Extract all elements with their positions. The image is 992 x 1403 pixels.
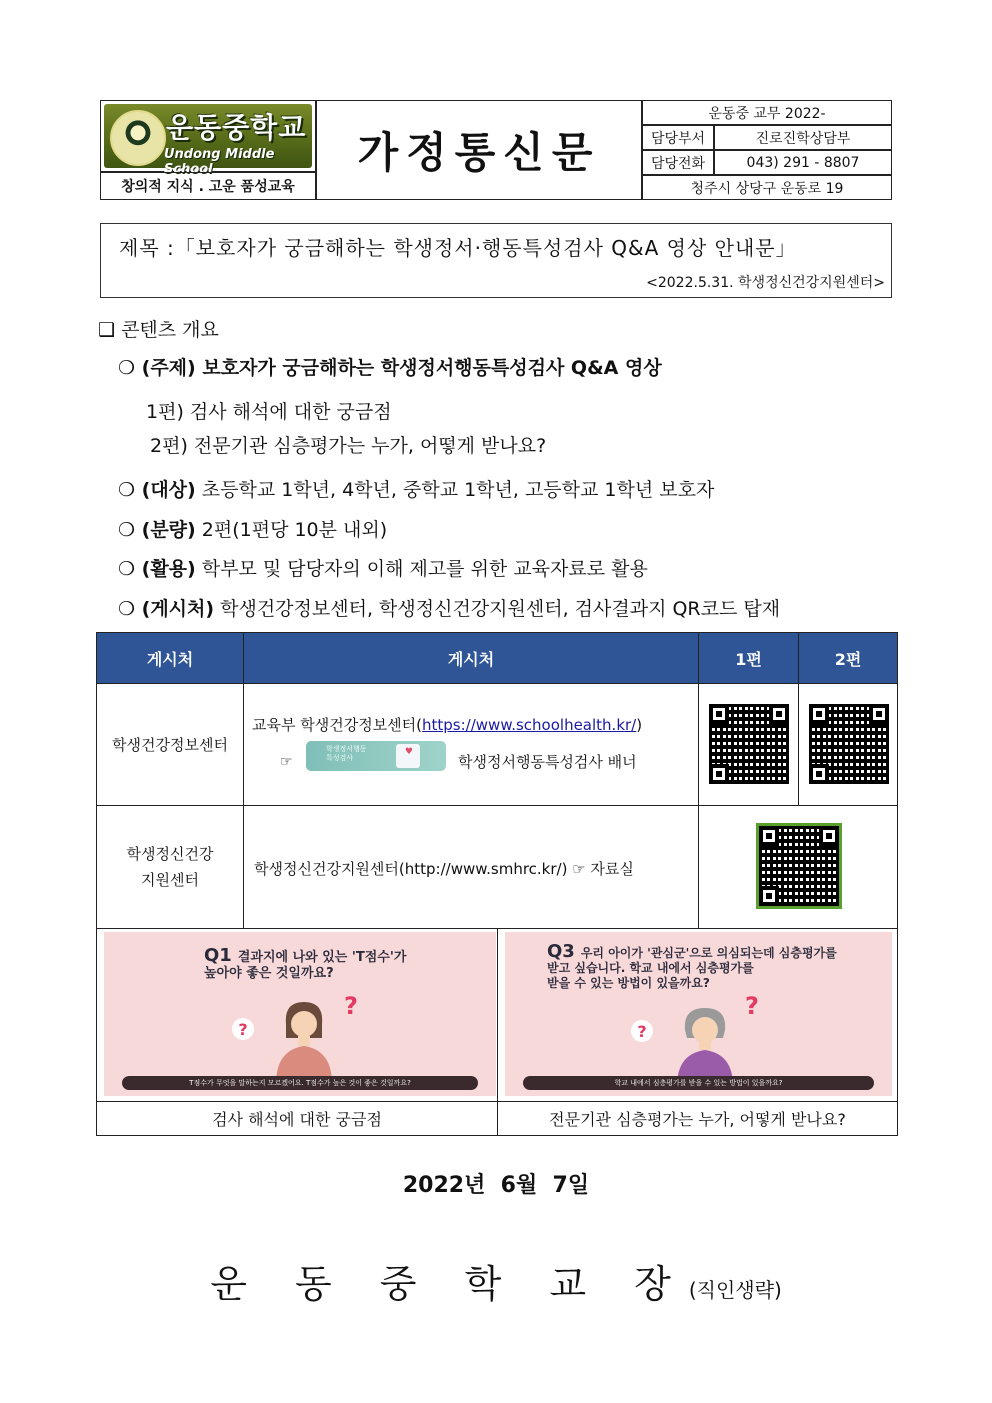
qr-finder (759, 886, 779, 906)
qr-code-part1-icon[interactable] (709, 704, 789, 784)
document-title: 가정통신문 (316, 100, 642, 200)
document-number: 운동중 교무 2022- (642, 100, 892, 125)
banner-text: 학생정서행동 특성검사 (326, 745, 367, 762)
video1-question (204, 945, 407, 982)
row2-text: 학생정신건강지원센터(http://www.smhrc.kr/) ☞ 자료실 (254, 860, 634, 878)
row2-qr-cell (698, 805, 898, 929)
subject-source: <2022.5.31. 학생정신건강지원센터> (646, 275, 885, 291)
assessment-banner[interactable] (306, 741, 446, 771)
schoolhealth-link[interactable]: https://www.schoolhealth.kr/ (422, 716, 637, 734)
qr-finder (709, 764, 729, 784)
dept-value: 진로진학상담부 (714, 125, 892, 150)
video2-question (547, 941, 837, 991)
logo-school-name: 운동중학교 (166, 111, 307, 144)
video1-thumbnail[interactable] (104, 932, 496, 1096)
overview-use (118, 554, 648, 581)
qr-finder (709, 704, 729, 724)
row1-prefix: 교육부 학생건강정보센터( (252, 716, 423, 734)
qr-finder (759, 826, 779, 846)
seal-note: (직인생략) (688, 1278, 782, 1302)
post-label: ❍ (게시처) (118, 598, 215, 620)
video1-q-number: Q1 (204, 945, 232, 966)
row1-suffix: ) (636, 716, 643, 734)
video1-q-text: 결과지에 나와 있는 'T점수'가 높아야 좋은 것일까요? (204, 950, 407, 981)
topic-part1: 1편) 검사 해석에 대한 궁금점 (146, 401, 392, 423)
topic-label: ❍ (주제) (118, 357, 196, 379)
qr-code-part2-icon[interactable] (809, 704, 889, 784)
table-header-site: 게시처 (96, 632, 244, 684)
question-mark-icon: ? (745, 992, 759, 1020)
school-logo (100, 100, 316, 177)
qr-finder (769, 704, 789, 724)
post-text: 학생건강정보센터, 학생정신건강지원센터, 검사결과지 QR코드 탑재 (214, 598, 781, 620)
school-emblem-icon (110, 110, 166, 166)
phone-value: 043) 291 - 8807 (714, 150, 892, 175)
overview-heading: ❑ 콘텐츠 개요 (98, 319, 219, 341)
amount-text: 2편(1편당 10분 내외) (195, 519, 388, 541)
video2-footer: 학교 내에서 심층평가를 받을 수 있는 방법이 있을까요? (523, 1076, 874, 1090)
row1-site-name: 학생건강정보센터 (96, 683, 244, 806)
use-label: ❍ (활용) (118, 558, 196, 580)
topic-part2: 2편) 전문기관 심층평가는 누가, 어떻게 받나요? (150, 435, 547, 457)
use-text: 학부모 및 담당자의 이해 제고를 위한 교육자료로 활용 (195, 558, 648, 580)
overview-target (118, 475, 714, 502)
qr-finder (819, 826, 839, 846)
table-header-part1: 1편 (698, 632, 799, 684)
woman-thinking-icon (264, 994, 344, 1084)
subject-box (100, 223, 892, 298)
video2-q-number: Q3 (547, 941, 575, 962)
row1-qr-part1-cell (698, 683, 799, 806)
target-label: ❍ (대상) (118, 479, 196, 501)
row1-line1 (252, 714, 642, 735)
issue-date: 2022년 6월 7일 (402, 1173, 590, 1198)
video1-footer: T점수가 무엇을 말하는지 모르겠어요. T점수가 높은 것이 좋은 것일까요? (122, 1076, 478, 1090)
qr-code-smhrc-icon[interactable] (759, 826, 839, 906)
row2-location-cell (243, 805, 699, 929)
overview-topic (118, 353, 662, 380)
topic-text: 보호자가 궁금해하는 학생정서행동특성검사 Q&A 영상 (195, 357, 662, 379)
logo-school-name-en: Undong Middle School (164, 147, 275, 177)
table-header-part2: 2편 (798, 632, 898, 684)
question-mark-icon: ? (232, 1018, 254, 1040)
table-header-location: 게시처 (243, 632, 699, 684)
row1-qr-part2-cell (798, 683, 898, 806)
overview-post (118, 594, 780, 621)
heart-icon: ♥ (404, 747, 413, 757)
row2-name-line1: 학생정신건강 (126, 845, 214, 863)
video1-caption: 검사 해석에 대한 궁금점 (96, 1101, 498, 1136)
question-mark-icon: ? (631, 1020, 653, 1042)
video2-q-text: 우리 아이가 '관심군'으로 의심되는데 심층평가를 받고 싶습니다. 학교 내에서 심층평가를 받을 수 있는 방법이 있을까요? (547, 946, 837, 990)
dept-label: 담당부서 (642, 125, 714, 150)
banner-label: 학생정서행동특성검사 배너 (458, 753, 637, 771)
row2-name-line2: 지원센터 (141, 871, 199, 889)
amount-label: ❍ (분량) (118, 519, 196, 541)
video2-caption: 전문기관 심층평가는 누가, 어떻게 받나요? (497, 1101, 898, 1136)
subject-title: 제목 :「보호자가 궁금해하는 학생정서·행동특성검사 Q&A 영상 안내문」 (119, 236, 797, 260)
qr-finder (869, 704, 889, 724)
target-text: 초등학교 1학년, 4학년, 중학교 1학년, 고등학교 1학년 보호자 (195, 479, 715, 501)
qr-finder (809, 764, 829, 784)
school-address: 청주시 상당구 운동로 19 (642, 175, 892, 200)
row2-site-name (96, 805, 244, 929)
school-motto: 창의적 지식 . 고운 품성교육 (100, 172, 316, 200)
question-mark-icon: ? (344, 992, 358, 1020)
woman-worried-icon (665, 998, 745, 1086)
principal-title: 운 동 중 학 교 장 (210, 1262, 689, 1306)
phone-label: 담당전화 (642, 150, 714, 175)
qr-finder (809, 704, 829, 724)
principal-signature (0, 1253, 992, 1308)
pointer-icon: ☞ (280, 754, 293, 770)
overview-amount (118, 515, 387, 542)
video2-thumbnail[interactable] (505, 932, 892, 1096)
